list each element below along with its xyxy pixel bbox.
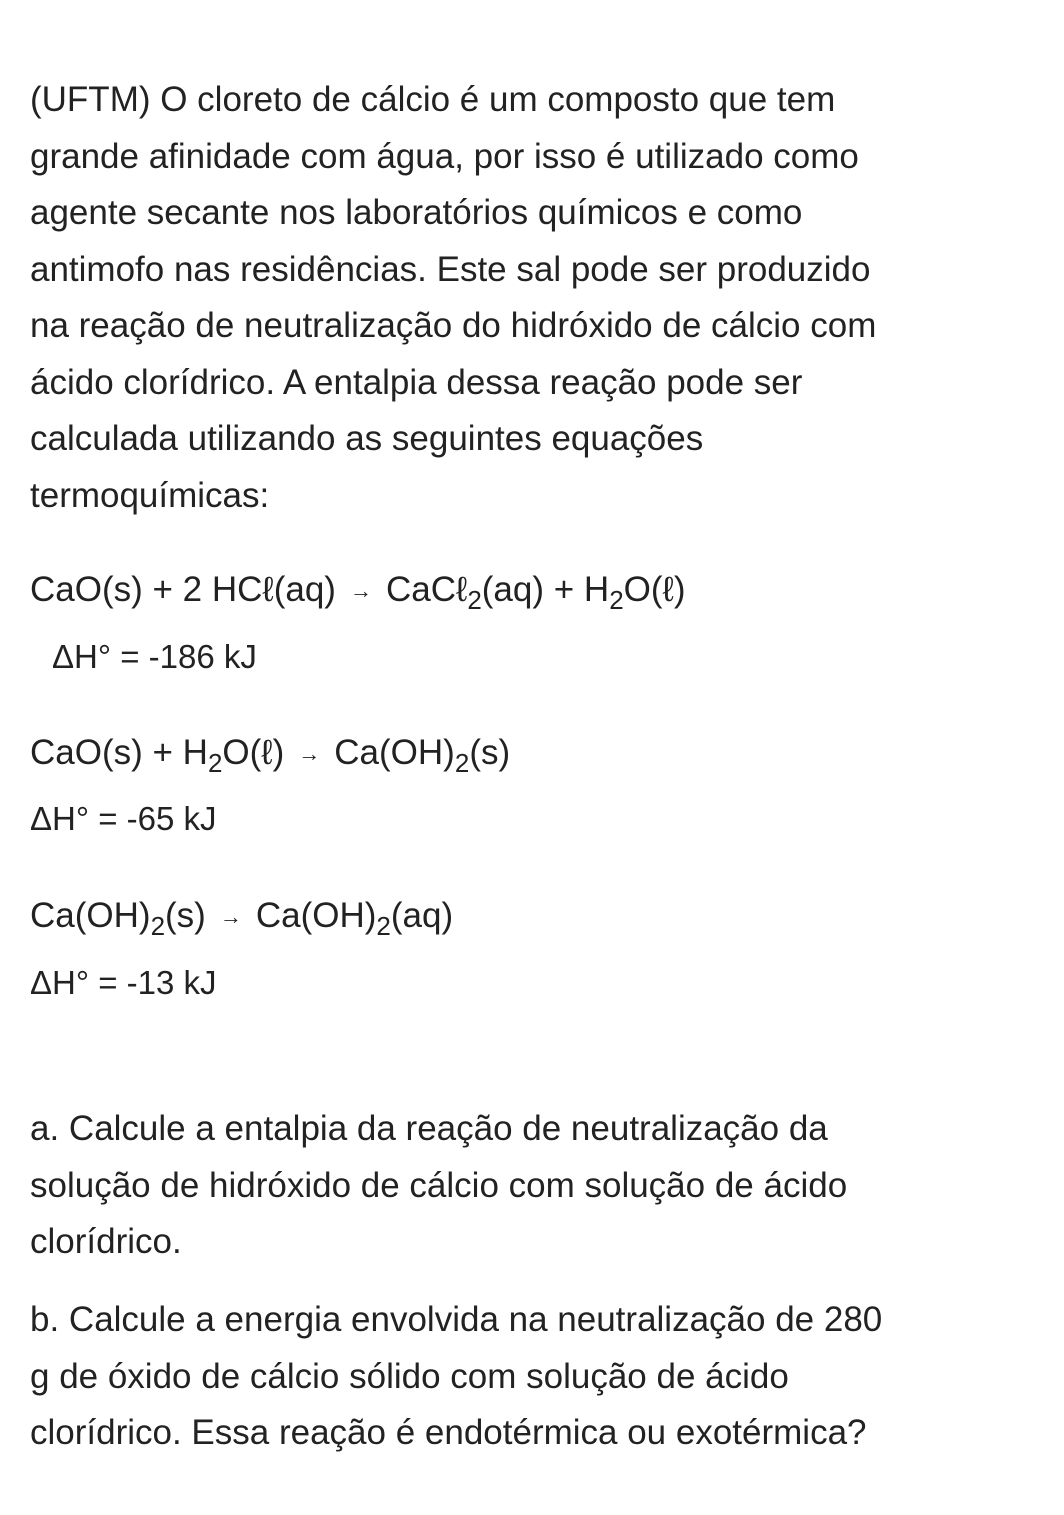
- question-a: [30, 1101, 847, 1271]
- arrow-icon: →: [349, 578, 372, 603]
- eq1-product-part: CaCℓ: [385, 570, 468, 609]
- question-b-line: g de óxido de cálcio sólido com solução de ácido: [30, 1356, 789, 1396]
- question-b: [30, 1292, 882, 1462]
- eq2-delta-h: ΔH° = -65 kJ: [30, 800, 217, 837]
- question-a-line: a. Calcule a entalpia da reação de neutralização da: [30, 1109, 828, 1148]
- arrow-icon: →: [219, 904, 242, 929]
- eq1-delta-h: ΔH° = -186 kJ: [52, 638, 257, 675]
- eq1-product-part: O(ℓ): [623, 570, 686, 609]
- eq2-reactant-part: CaO(s) + H: [30, 733, 208, 772]
- question-b-line: clorídrico. Essa reação é endotérmica ou exotérmica?: [30, 1413, 867, 1452]
- eq3-reactant-part: Ca(OH): [30, 896, 151, 935]
- intro-line: calculada utilizando as seguintes equações: [30, 419, 704, 458]
- question-a-line: solução de hidróxido de cálcio com solução de ácido: [30, 1165, 848, 1205]
- eq3-subscript: 2: [150, 911, 166, 941]
- equation-1: [30, 570, 686, 615]
- arrow-icon: →: [298, 741, 321, 766]
- eq2-product-part: (s): [469, 733, 511, 772]
- intro-line: ácido clorídrico. A entalpia dessa reação pode ser: [30, 362, 803, 402]
- eq2-subscript: 2: [207, 748, 223, 778]
- eq2-reactant-part: O(ℓ): [222, 733, 285, 772]
- eq1-subscript: 2: [609, 585, 624, 615]
- intro-line: grande afinidade com água, por isso é utilizado como: [30, 136, 859, 176]
- equation-3: [30, 896, 454, 941]
- intro-line: na reação de neutralização do hidróxido de cálcio com: [30, 306, 877, 345]
- eq2-product-part: Ca(OH): [334, 733, 455, 772]
- eq1-reactants: CaO(s) + 2 HCℓ(aq): [30, 570, 336, 609]
- eq2-subscript: 2: [454, 748, 470, 778]
- eq3-reactant-part: (s): [165, 896, 206, 935]
- eq1-subscript: 2: [467, 585, 482, 615]
- question-b-line: b. Calcule a energia envolvida na neutralização de 280: [30, 1300, 883, 1339]
- eq1-product-part: (aq) + H: [481, 570, 610, 609]
- eq3-delta-h: ΔH° = -13 kJ: [30, 964, 217, 1001]
- equation-2: [30, 733, 511, 778]
- question-a-line: clorídrico.: [30, 1222, 182, 1261]
- intro-paragraph: [30, 72, 1034, 524]
- eq3-product-part: (aq): [390, 896, 454, 935]
- intro-line: (UFTM) O cloreto de cálcio é um composto que tem: [30, 80, 836, 119]
- intro-line: termoquímicas:: [30, 475, 270, 515]
- intro-line: agente secante nos laboratórios químicos e como: [30, 193, 803, 232]
- eq3-product-part: Ca(OH): [255, 896, 377, 935]
- eq3-subscript: 2: [376, 911, 391, 941]
- intro-line: antimofo nas residências. Este sal pode ser produzido: [30, 249, 871, 289]
